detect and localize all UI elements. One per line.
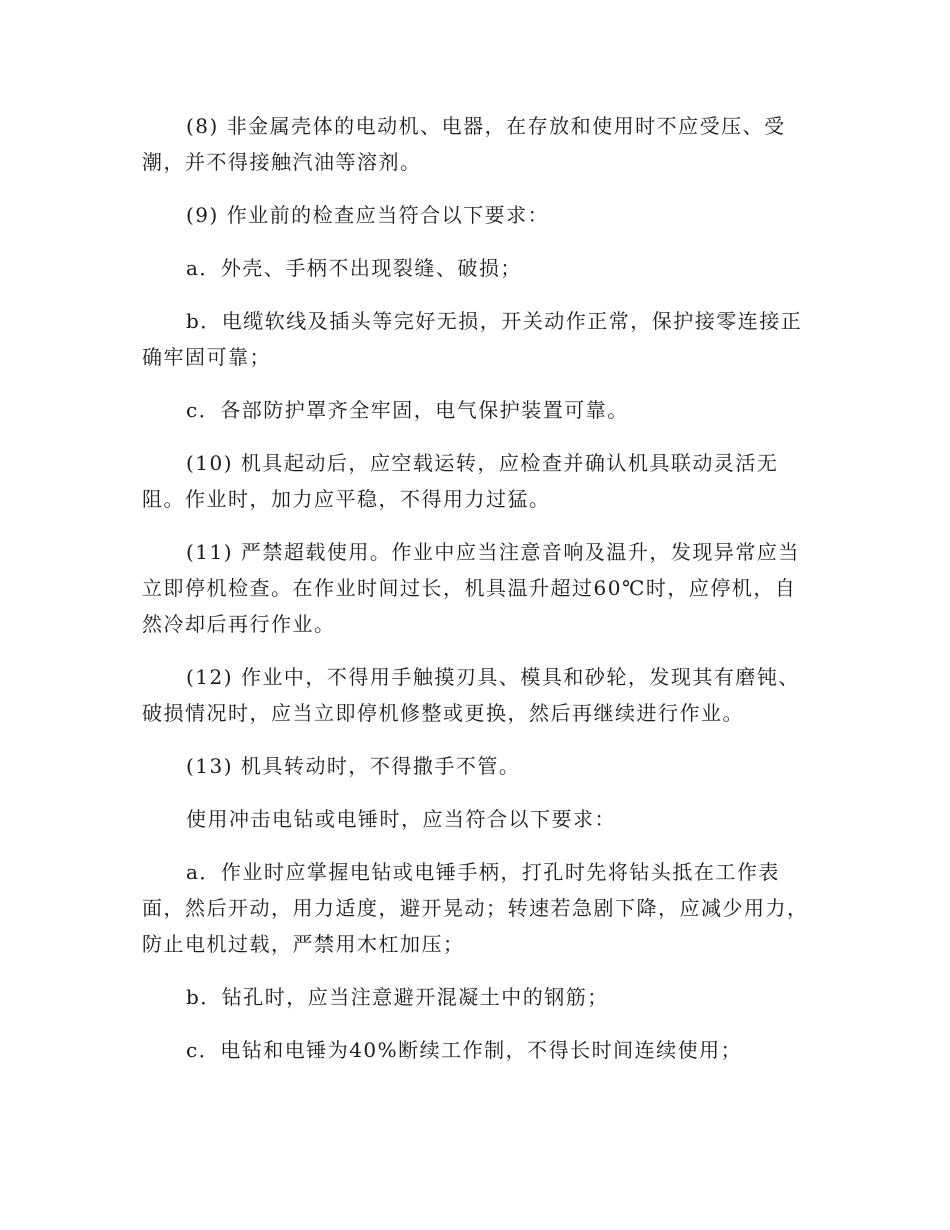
paragraph-drill-subitem-b: b．钻孔时，应当注意避开混凝土中的钢筋； [186,985,609,1009]
paragraph-item-12: (12) 作业中，不得用手触摸刃具、模具和砂轮，发现其有磨钝、破损情况时，应当立即停机修整或更换，然后再继续进行作业。 [142,665,800,725]
paragraph-drill-subitem-a: a．作业时应掌握电钻或电锤手柄，打孔时先将钻头抵在工作表面，然后开动，用力适度，避开晃动；转速若急剧下降，应减少用力，防止电机过载，严禁用木杠加压； [142,860,809,956]
paragraph-subitem-9a: a．外壳、手柄不出现裂缝、破损； [186,256,522,280]
paragraph-item-11: (11) 严禁超载使用。作业中应当注意音响及温升，发现异常应当立即停机检查。在作业时间过长，机具温升超过60℃时，应停机，自然冷却后再行作业。 [142,540,800,636]
document-body [142,108,812,1085]
paragraph-drill-subitem-c: c．电钻和电锤为40%断续工作制，不得长时间连续使用； [186,1038,743,1062]
paragraph-subitem-9c: c．各部防护罩齐全牢固，电气保护装置可靠。 [186,398,629,422]
paragraph-item-13: (13) 机具转动时，不得撒手不管。 [186,754,521,778]
paragraph-item-8: (8) 非金属壳体的电动机、电器，在存放和使用时不应受压、受潮，并不得接触汽油等溶剂。 [142,114,786,174]
paragraph-subitem-9b: b．电缆软线及插头等完好无损，开关动作正常，保护接零连接正确牢固可靠； [142,309,803,369]
paragraph-drill-requirements: 使用冲击电钻或电锤时，应当符合以下要求： [186,807,616,831]
paragraph-item-9: (9) 作业前的检查应当符合以下要求： [186,203,550,227]
paragraph-item-10: (10) 机具起动后，应空载运转，应检查并确认机具联动灵活无阻。作业时，加力应平稳，不得用力过猛。 [142,451,779,511]
